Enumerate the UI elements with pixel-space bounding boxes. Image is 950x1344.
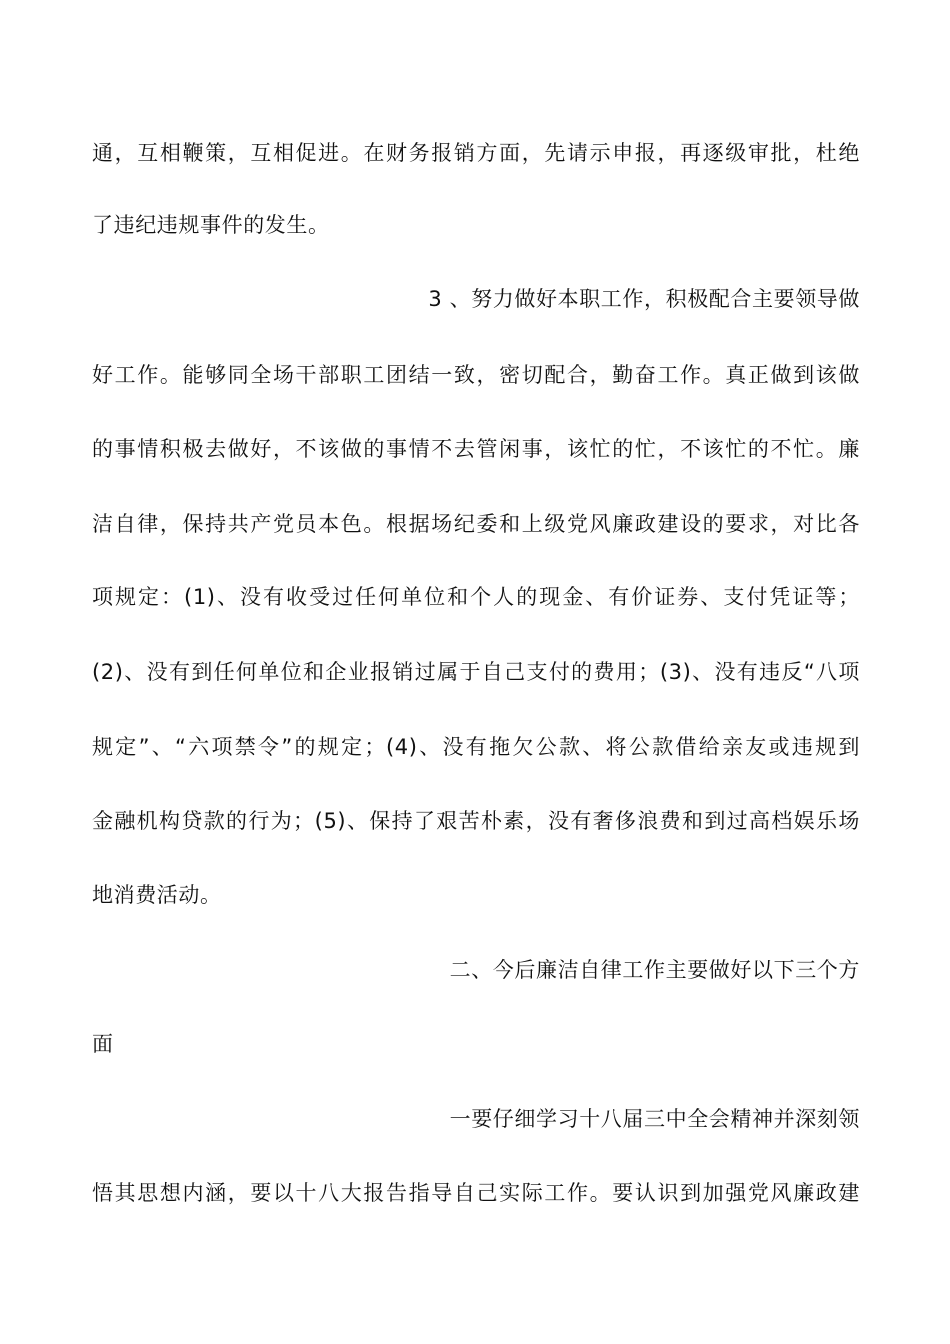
text-line: 一要仔细学习十八届三中全会精神并深刻领: [449, 1107, 860, 1131]
section-heading-continued: 面: [92, 1032, 114, 1056]
text-line: 通，互相鞭策，互相促进。在财务报销方面，先请示申报，再逐级审批，杜绝: [92, 141, 860, 165]
text-line: 悟其思想内涵，要以十八大报告指导自己实际工作。要认识到加强党风廉政建: [92, 1181, 860, 1205]
text-line: 的事情积极去做好，不该做的事情不去管闲事，该忙的忙，不该忙的不忙。廉: [92, 437, 860, 461]
text-line: (2)、没有到任何单位和企业报销过属于自己支付的费用；(3)、没有违反“八项: [92, 660, 860, 684]
text-line: 金融机构贷款的行为；(5)、保持了艰苦朴素，没有奢侈浪费和到过高档娱乐场: [92, 809, 860, 833]
text-line: 好工作。能够同全场干部职工团结一致，密切配合，勤奋工作。真正做到该做: [92, 363, 860, 387]
text-line: 了违纪违规事件的发生。: [92, 213, 330, 237]
section-heading: 二、今后廉洁自律工作主要做好以下三个方: [449, 958, 860, 982]
text-line: 洁自律，保持共产党员本色。根据场纪委和上级党风廉政建设的要求，对比各: [92, 512, 860, 536]
text-line: 地消费活动。: [92, 883, 222, 907]
text-line: 3 、努力做好本职工作，积极配合主要领导做: [428, 287, 860, 311]
text-line: 项规定：(1)、没有收受过任何单位和个人的现金、有价证券、支付凭证等；: [92, 585, 860, 609]
text-line: 规定”、“六项禁令”的规定；(4)、没有拖欠公款、将公款借给亲友或违规到: [92, 735, 860, 759]
